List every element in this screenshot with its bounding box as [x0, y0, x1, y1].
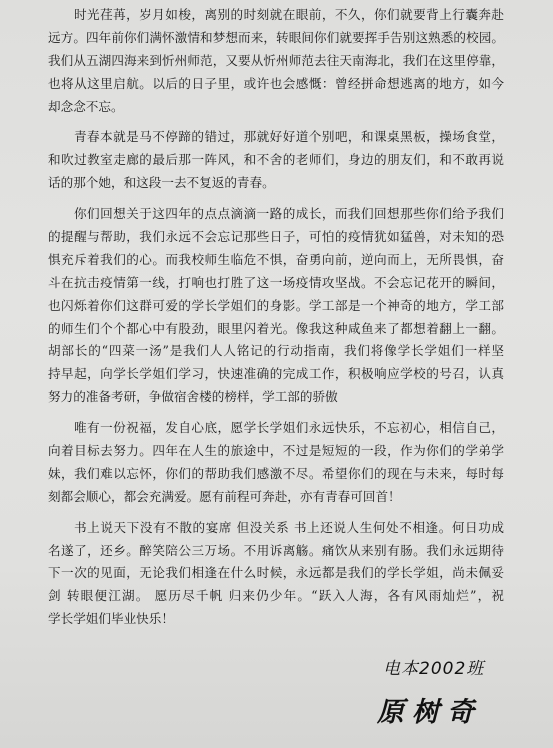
paragraph-5-line-5: 学长学姐们毕业快乐！	[48, 611, 174, 627]
paragraph-3-line-8: 持早起，向学长学姐们学习，快速准确的完成工作，积极响应学校的号召，认真	[48, 366, 504, 382]
paragraph-3-line-3: 惧充斥着我们的心。而我校师生临危不惧，奋勇向前，逆向而上，无所畏惧，奋	[48, 251, 504, 267]
paragraph-1-line-3: 我们从五湖四海来到忻州师范，又要从忻州师范去往天南海北，我们在这里停靠，	[48, 52, 504, 68]
paragraph-4-line-3: 妹，我们难以忘怀，你们的帮助我们感激不尽。希望你们的现在与未来，每时每	[48, 465, 504, 481]
paragraph-3-line-2: 的提醒与帮助，我们永远不会忘记那些日子，可怕的疫情犹如猛兽，对未知的恐	[48, 229, 504, 245]
signature-name: 原树奇	[377, 697, 482, 728]
paragraph-3-line-5: 也闪烁着你们这群可爱的学长学姐们的身影。学工部是一个神奇的地方，学工部	[48, 297, 504, 313]
paragraph-4-line-4: 刻都会顺心，都会充满爱。愿有前程可奔赴，亦有青春可回首！	[48, 488, 401, 504]
paragraph-3-line-1: 你们回想关于这四年的点点滴滴一路的成长，而我们回想那些你们给予我们	[74, 206, 504, 222]
paragraph-3-line-6: 的师生们个个都心中有股劲，眼里闪着光。像我这种咸鱼来了都想着翻上一翻。	[48, 320, 504, 336]
paragraph-4-line-2: 向着目标去努力。四年在人生的旅途中，不过是短短的一段，作为你们的学弟学	[48, 443, 504, 459]
paragraph-2-line-3: 话的那个她，和这段一去不复返的青春。	[48, 175, 275, 191]
paragraph-1-line-1: 时光荏苒，岁月如梭，离别的时刻就在眼前，不久，你们就要背上行囊奔赴	[74, 7, 504, 22]
paragraph-5-line-2: 名遂了，还乡。醉笑陪公三万场。不用诉离觞。痛饮从来别有肠。我们永远期待	[48, 542, 504, 558]
paragraph-5-line-3: 下一次的见面，无论我们相逢在什么时候，永远都是我们的学长学姐，尚未佩妥	[48, 565, 504, 581]
paragraph-3-line-4: 斗在抗击疫情第一线，打响也打胜了这一场疫情攻坚战。不会忘记花开的瞬间，	[48, 274, 504, 290]
paragraph-1-line-2: 远方。四年前你们满怀激情和梦想而来，转眼间你们就要挥手告别这熟悉的校园。	[48, 29, 504, 45]
paragraph-1-line-4: 也将从这里启航。以后的日子里，或许也会感慨：曾经拼命想逃离的地方，如今	[48, 75, 504, 91]
paragraph-2-line-2: 和吹过教室走廊的最后那一阵风，和不舍的老师们，身边的朋友们，和不敢再说	[48, 152, 504, 168]
paragraph-3-line-7: 胡部长的“四菜一汤”是我们人人铭记的行动指南，我们将像学长学姐们一样坚	[48, 343, 504, 359]
signature-class: 电本2002班	[383, 659, 485, 679]
paragraph-5-line-4: 剑 转眼便江湖。 愿历尽千帆 归来仍少年。“跃入人海，各有风雨灿烂”，祝	[48, 588, 504, 604]
letter-body	[48, 4, 504, 631]
paragraph-1-line-5: 却念念不忘。	[48, 98, 124, 114]
paragraph-2-line-1: 青春本就是马不停蹄的错过，那就好好道个别吧，和课桌黑板，操场食堂，	[74, 129, 504, 145]
paragraph-5-line-1: 书上说天下没有不散的宴席 但没关系 书上还说人生何处不相逢。何日功成	[74, 519, 504, 535]
paragraph-3-line-9: 努力的准备考研，争做宿舍楼的榜样，学工部的骄傲	[48, 389, 338, 405]
paragraph-4-line-1: 唯有一份祝福，发自心底，愿学长学姐们永远快乐，不忘初心，相信自己，	[74, 420, 504, 436]
